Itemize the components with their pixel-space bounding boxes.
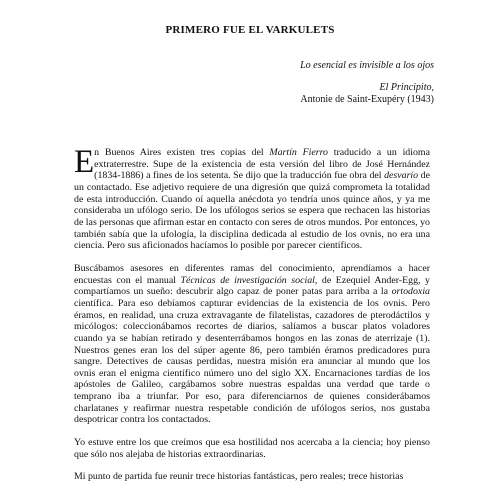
page-title: PRIMERO FUE EL VARKULETS <box>165 24 335 36</box>
paragraph-2-text-a: Buscábamos asesores en diferentes ramas del conocimiento, aprendíamos a hacer encuestas con el manual <box>74 262 430 286</box>
epigraph-quote: Lo esencial es invisible a los ojos <box>300 60 434 71</box>
italic-ortodoxia: ortodoxia <box>391 286 430 298</box>
book-title-martin-fierro: Martín Fierro <box>269 147 328 158</box>
paragraph-3: Yo estuve entre los que creímos que esa hostilidad nos acercaba a la ciencia; hoy pienso que sólo nos alejaba de historias extraordinarias. <box>74 437 430 460</box>
italic-desvario: desvarío <box>384 170 419 182</box>
paragraph-1-text-c: de un contactado. Ese adjetivo requiere de una digresión que quizá comprometa la totalidad de esta introducción. Cuando oí aquella anécdota yo tendría unos quince años, y ya me consideraba un ufólogo serio. De los ufólogos serios se espera que rechacen las historias de las personas que afirman estar en contacto con seres de otros mundos. Por entonces, yo también sabía que la ufología, la disciplina dedicada al estudio de los ovnis, no era una ciencia. Pero sus aficionados hacíamos lo posible por parecer científicos. <box>74 170 430 252</box>
body-text <box>74 144 430 494</box>
paragraph-2 <box>74 263 430 426</box>
book-title-tecnicas: Técnicas de investigación social, <box>180 274 318 286</box>
epigraph-author: Antonie de Saint-Exupéry (1943) <box>300 94 434 105</box>
drop-cap: E <box>74 144 95 180</box>
paragraph-1-text-b: traducido a un idioma extraterrestre. Supe de la existencia de esta versión del libro de José Hernández (1834-1886) a fines de los setenta. Se dijo que la traducción fue obra del <box>94 147 430 182</box>
epigraph <box>174 60 434 107</box>
epigraph-source <box>174 82 434 107</box>
paragraph-2-text-c: científica. Para eso debíamos capturar evidencias de la existencia de los ovnis. Pero éramos, en realidad, una cruza extravagante de filatelistas, cazadores de pterodáctilos y micólogos: coleccionábamos recortes de diarios, salíamos a buscar platos voladores cuando ya se habían retirado y desenterrábamos hongos en las zonas de aterrizaje (1). Nuestros genes eran los del súper agente 86, pero también éramos predicadores pura sangre. Detectives de causas perdidas, nuestra misión era anunciar al mundo que los ovnis eran el enigma científico número uno del siglo XX. Encarnaciones tardías de los apóstoles de Galileo, cargábamos sobre nuestras espaldas una verdad que tarde o temprano iba a triunfar. Por eso, para diferenciarnos de quienes considerábamos charlatanes y reafirmar nuestra respetable condición de ufólogos serios, nos gustaba despotricar contra los contactados. <box>74 297 430 426</box>
epigraph-work: El Principito, <box>379 81 434 93</box>
paragraph-1 <box>74 144 430 252</box>
paragraph-2-text-b: de Ezequiel Ander-Egg, y compartíamos un sueño: descubrir algo capaz de poner patas para arriba a la <box>74 274 430 298</box>
paragraph-1-text-a: n Buenos Aires existen tres copias del <box>94 147 270 158</box>
paragraph-4: Mi punto de partida fue reunir trece historias fantásticas, pero reales; trece historias <box>74 471 404 483</box>
